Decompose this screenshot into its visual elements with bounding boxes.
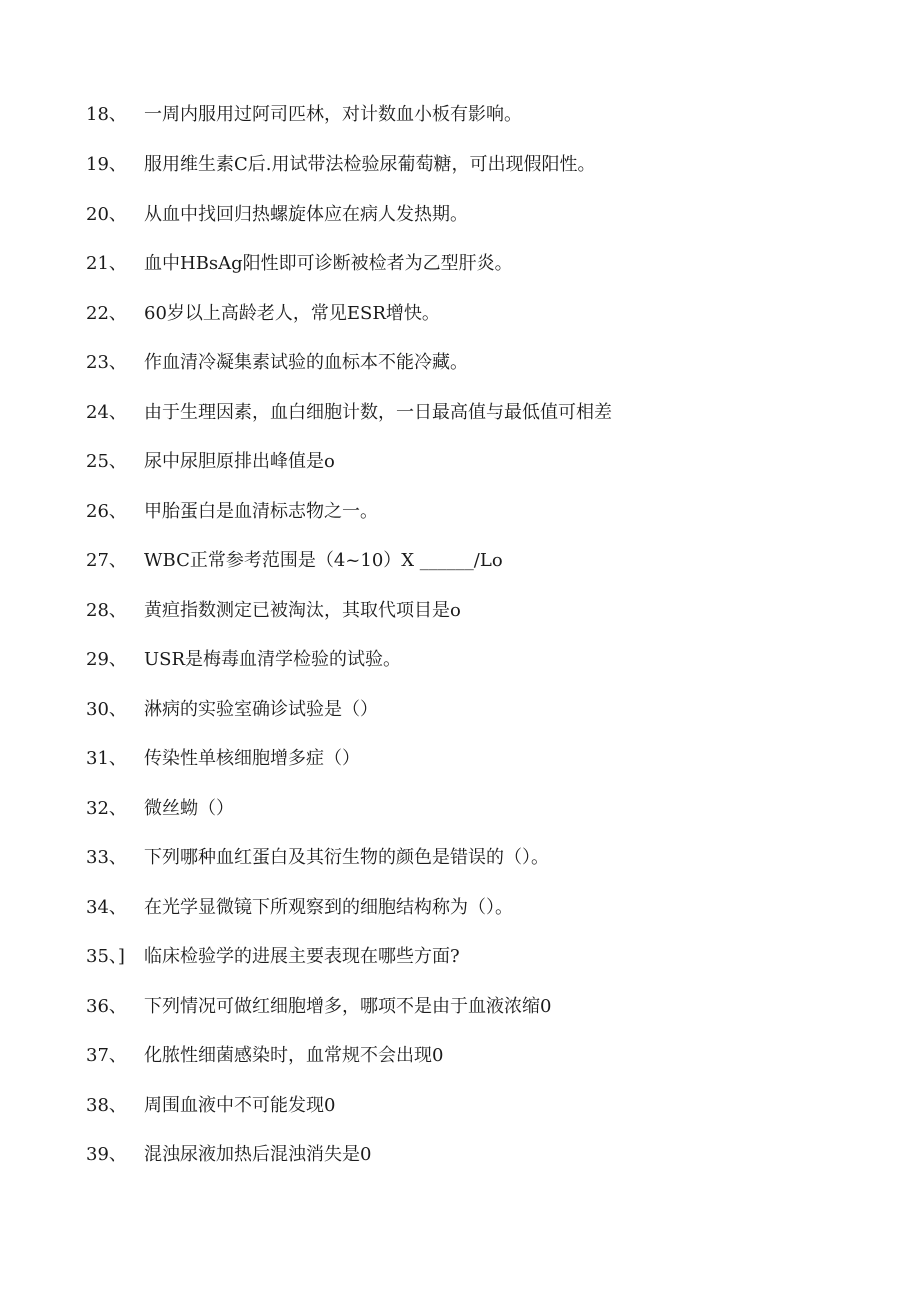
question-item [86, 249, 513, 279]
question-number: 38、 [86, 1095, 127, 1116]
question-text: 血中HBsAg阳性即可诊断被检者为乙型肝炎。 [144, 253, 513, 274]
question-item [86, 744, 360, 774]
question-text: 化脓性细菌感染时，血常规不会出现0 [144, 1045, 444, 1066]
question-text: 在光学显微镜下所观察到的细胞结构称为（）。 [144, 897, 513, 918]
question-text: 下列情况可做红细胞增多，哪项不是由于血液浓缩0 [144, 996, 552, 1017]
question-text: 服用维生素C后.用试带法检验尿葡萄糖，可出现假阳性。 [144, 154, 596, 175]
question-item [86, 794, 234, 824]
question-item [86, 299, 440, 329]
question-text: 黄疸指数测定已被淘汰，其取代项目是o [144, 600, 461, 621]
question-item [86, 843, 549, 873]
question-number: 19、 [86, 154, 127, 175]
question-item [86, 447, 335, 477]
question-item [86, 100, 522, 130]
question-item [86, 348, 468, 378]
question-item [86, 596, 461, 626]
question-number: 34、 [86, 897, 127, 918]
question-item [86, 200, 468, 230]
question-text: 甲胎蛋白是血清标志物之一。 [144, 501, 378, 522]
question-item [86, 1091, 335, 1121]
question-number: 35、] [86, 946, 125, 967]
question-number: 23、 [86, 352, 127, 373]
question-text: WBC正常参考范围是（4~10）X ______/Lo [144, 550, 503, 571]
question-number: 20、 [86, 204, 127, 225]
question-number: 36、 [86, 996, 127, 1017]
question-number: 18、 [86, 104, 127, 125]
question-number: 24、 [86, 402, 127, 423]
question-item [86, 645, 401, 675]
question-item [86, 1140, 371, 1170]
question-number: 29、 [86, 649, 127, 670]
question-number: 31、 [86, 748, 127, 769]
question-text: 60岁以上高龄老人，常见ESR增快。 [144, 303, 440, 324]
question-text: 微丝蚴（） [144, 798, 234, 819]
question-text: 从血中找回归热螺旋体应在病人发热期。 [144, 204, 468, 225]
question-item [86, 150, 596, 180]
question-number: 27、 [86, 550, 127, 571]
question-item [86, 1041, 443, 1071]
question-number: 28、 [86, 600, 127, 621]
question-item [86, 893, 513, 923]
question-text: 混浊尿液加热后混浊消失是0 [144, 1144, 372, 1165]
question-text: 临床检验学的进展主要表现在哪些方面? [144, 946, 460, 967]
question-number: 32、 [86, 798, 127, 819]
question-item [86, 398, 612, 428]
question-text: USR是梅毒血清学检验的试验。 [144, 649, 402, 670]
question-number: 26、 [86, 501, 127, 522]
question-text: 尿中尿胆原排出峰值是o [144, 451, 335, 472]
question-number: 30、 [86, 699, 127, 720]
question-text: 作血清冷凝集素试验的血标本不能冷藏。 [144, 352, 468, 373]
question-number: 39、 [86, 1144, 127, 1165]
question-text: 传染性单核细胞增多症（） [144, 748, 360, 769]
question-item [86, 695, 378, 725]
question-item [86, 942, 460, 972]
question-number: 21、 [86, 253, 127, 274]
question-number: 22、 [86, 303, 127, 324]
question-text: 由于生理因素，血白细胞计数，一日最高值与最低值可相差 [144, 402, 612, 423]
question-item [86, 992, 551, 1022]
question-text: 下列哪种血红蛋白及其衍生物的颜色是错误的（）。 [144, 847, 549, 868]
question-item [86, 546, 503, 576]
question-text: 一周内服用过阿司匹林，对计数血小板有影响。 [144, 104, 522, 125]
question-number: 33、 [86, 847, 127, 868]
question-number: 25、 [86, 451, 127, 472]
question-text: 淋病的实验室确诊试验是（） [144, 699, 378, 720]
question-number: 37、 [86, 1045, 127, 1066]
question-text: 周围血液中不可能发现0 [144, 1095, 336, 1116]
question-item [86, 497, 378, 527]
